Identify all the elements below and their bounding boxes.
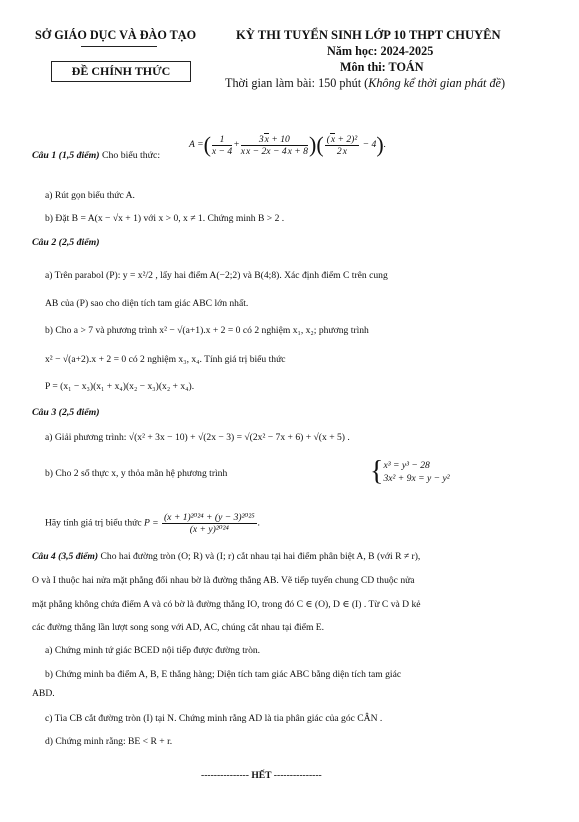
exam-subject: Môn thi: TOÁN — [340, 60, 424, 74]
end-marker: --------------- HẾT --------------- — [201, 770, 322, 781]
q4-part-c: c) Tia CB cắt đường tròn (I) tại N. Chứng minh rằng AD là tia phân giác của góc CÂN . — [45, 713, 383, 724]
school-year: Năm học: 2024-2025 — [327, 44, 434, 58]
time-prefix: Thời gian làm bài: 150 phút ( — [225, 76, 369, 90]
q3-p-fraction — [162, 512, 257, 535]
q4-line2: O và I thuộc hai nửa mặt phẳng đối nhau bờ là đường thẳng AB. Vẽ tiếp tuyến chung CD thuộc nửa — [32, 575, 415, 586]
q2-title: Câu 2 (2,5 điểm) — [32, 237, 100, 248]
time-note: Không kể thời gian phát đề — [368, 76, 501, 90]
time-suffix: ) — [500, 76, 506, 90]
q4-line3: mặt phẳng không chứa điểm A và có bờ là đường thẳng IO, trong đó C ∈ (O), D ∈ (I) . Từ C và D kẻ — [32, 599, 421, 610]
q2-part-b-line1: b) Cho a > 7 và phương trình x² − √(a+1).x + 2 = 0 có 2 nghiệm x₁, x₂; phương trình — [45, 325, 369, 336]
q1-title: Câu 1 (1,5 điểm) — [32, 150, 100, 161]
q3-p-numerator: (x + 1)²⁰²⁴ + (y − 3)²⁰²⁵ — [163, 512, 255, 523]
q3-ask-text: Hãy tính giá trị biểu thức — [45, 517, 142, 529]
q3-system-eq1: x³ = y³ − 28 — [383, 460, 430, 471]
header-rule — [81, 46, 157, 47]
q3-p-lhs: P = — [144, 517, 159, 529]
q4-intro-line1 — [32, 551, 420, 562]
q3-title: Câu 3 (2,5 điểm) — [32, 407, 100, 418]
q4-part-a: a) Chứng minh tứ giác BCED nội tiếp được đường tròn. — [45, 645, 261, 656]
q1-expression: A =( $\frac{1}{x - 4}$ + $\frac{3x + 10}{xx - 2x - 4x + 8}$ )( $\frac{\text{(x + 2)²}}{2x}$ − 4). — [189, 132, 387, 157]
q4-line4: các đường thẳng lần lượt song song với AD, AC, chúng cắt nhau tại điểm E. — [32, 622, 325, 633]
q3-part-b-ask: Hãy tính giá trị biểu thức P = $\frac{\text{(x + 1)²⁰²⁴ + (y − 3)²⁰²⁵}}{\text{(x + y)²⁰²⁴}}$ . — [45, 512, 260, 535]
exam-time — [225, 76, 505, 91]
q2-part-a-line1: a) Trên parabol (P): y = x²/2 , lấy hai điểm A(−2;2) và B(4;8). Xác định điểm C trên cung — [45, 270, 388, 281]
q2-part-a-line2: AB của (P) sao cho diện tích tam giác ABC lớn nhất. — [45, 298, 249, 309]
q4-part-b-line1: b) Chứng minh ba điểm A, B, E thẳng hàng; Diện tích tam giác ABC bằng diện tích tam giác — [45, 669, 402, 680]
official-label: ĐỀ CHÍNH THỨC — [51, 61, 191, 82]
q4-line1: Cho hai đường tròn (O; R) và (I; r) cắt nhau tại hai điểm phân biệt A, B (với R ≠ r), — [100, 551, 421, 562]
q2-part-b-line3: P = (x₁ − x₃)(x₁ + x₄)(x₂ − x₃)(x₂ + x₄). — [45, 381, 195, 392]
q1-part-a: a) Rút gọn biểu thức A. — [45, 190, 135, 201]
q3-p-denominator: (x + y)²⁰²⁴ — [189, 524, 229, 535]
q4-part-d: d) Chứng minh rằng: BE < R + r. — [45, 736, 173, 747]
q1-part-b: b) Đặt B = A(x − √x + 1) với x > 0, x ≠ 1. Chứng minh B > 2 . — [45, 213, 285, 224]
q1-intro: Cho biểu thức: — [101, 150, 161, 161]
q1-heading — [32, 150, 160, 161]
department-name: SỞ GIÁO DỤC VÀ ĐÀO TẠO — [35, 28, 197, 42]
q3-part-a: a) Giải phương trình: √(x² + 3x − 10) + √(2x − 3) = √(2x² − 7x + 6) + √(x + 5) . — [45, 432, 350, 443]
q3-system: { x³ = y³ − 28 3x² + 9x = y − y² — [370, 456, 450, 487]
q2-part-b-line2: x² − √(a+2).x + 2 = 0 có 2 nghiệm x₃, x₄. Tính giá trị biểu thức — [45, 354, 286, 365]
q3-part-b-intro: b) Cho 2 số thực x, y thỏa mãn hệ phương trình — [45, 468, 228, 479]
q4-title: Câu 4 (3,5 điểm) — [32, 551, 99, 562]
q4-part-b-line2: ABD. — [32, 688, 55, 699]
exam-title: KỲ THI TUYỂN SINH LỚP 10 THPT CHUYÊN — [236, 28, 501, 42]
q3-system-eq2: 3x² + 9x = y − y² — [383, 473, 450, 484]
